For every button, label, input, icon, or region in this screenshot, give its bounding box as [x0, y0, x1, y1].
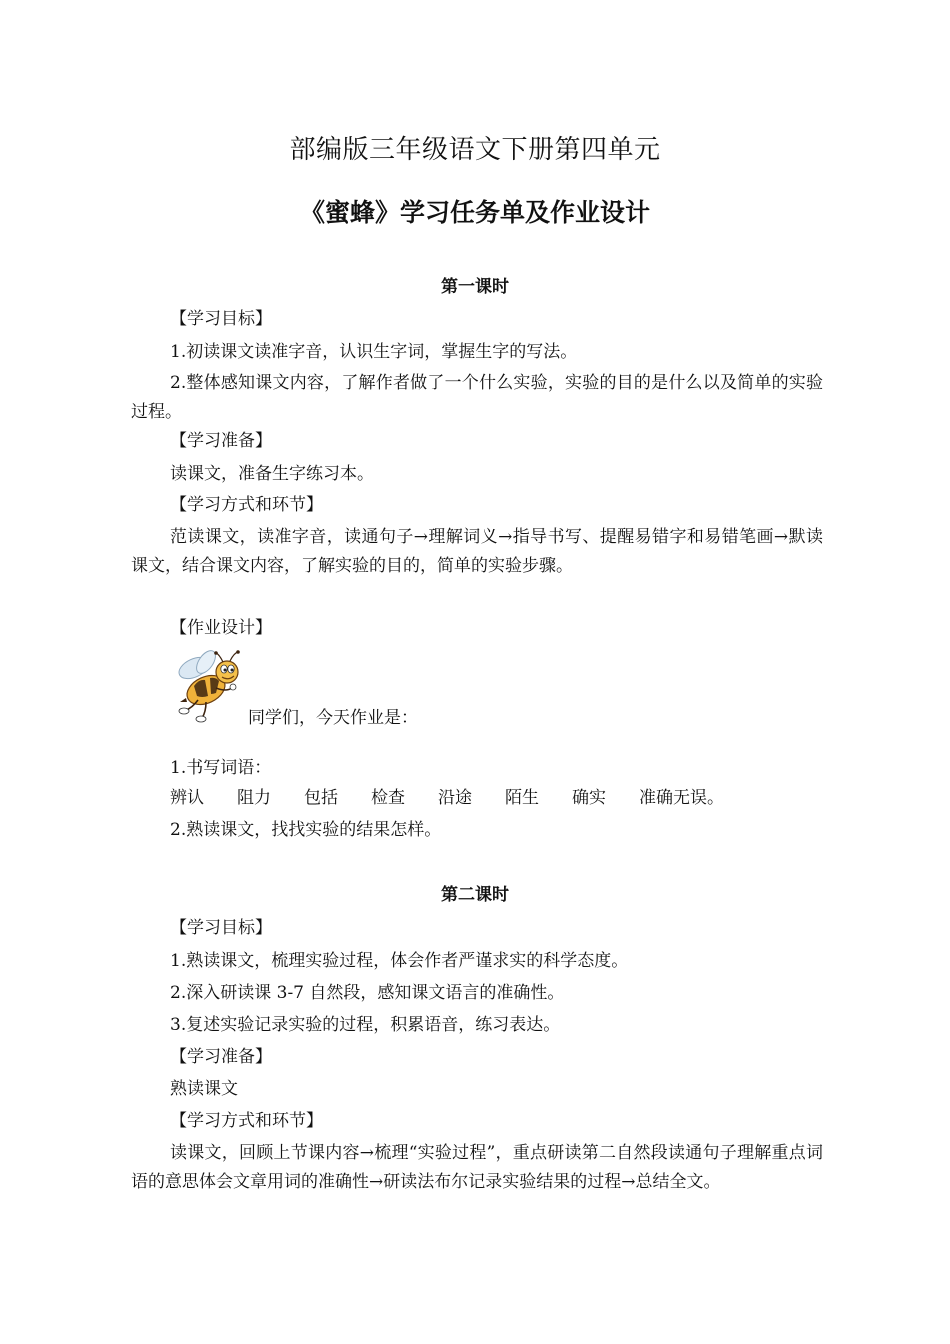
lesson1-goal-2: 2.整体感知课文内容，了解作者做了一个什么实验，实验的目的是什么以及简单的实验过程。: [131, 373, 823, 422]
lesson2-goal-label: 【学习目标】: [170, 918, 272, 938]
homework-task-1: 1.书写词语：: [170, 758, 272, 778]
lesson1-goal-1: 1.初读课文读准字音，认识生字词，掌握生字的写法。: [170, 342, 578, 362]
lesson2-method-label: 【学习方式和环节】: [170, 1111, 323, 1131]
lesson1-method-label: 【学习方式和环节】: [170, 495, 323, 515]
lesson2-goal-2: 2.深入研读课 3-7 自然段，感知课文语言的准确性。: [170, 983, 565, 1003]
lesson1-heading: 第一课时: [441, 277, 509, 297]
word-item: 检查: [371, 788, 405, 808]
lesson2-prep-text: 熟读课文: [170, 1079, 238, 1099]
lesson2-prep-label: 【学习准备】: [170, 1047, 272, 1067]
word-item: 确实: [572, 788, 606, 808]
word-item: 陌生: [505, 788, 539, 808]
word-item: 准确无误。: [639, 788, 724, 808]
word-item: 阻力: [237, 788, 271, 808]
lesson2-goal-1: 1.熟读课文，梳理实验过程，体会作者严谨求实的科学态度。: [170, 951, 629, 971]
lesson1-homework-label: 【作业设计】: [170, 618, 272, 638]
homework-intro: 同学们，今天作业是：: [248, 708, 418, 728]
lesson2-goal-3: 3.复述实验记录实验的过程，积累语音，练习表达。: [170, 1015, 561, 1035]
lesson2-method-text: 读课文，回顾上节课内容→梳理“实验过程”，重点研读第二自然段读通句子理解重点词语的意思体会文章用词的准确性→研读法布尔记录实验结果的过程→总结全文。: [131, 1143, 823, 1192]
document-subtitle: 《蜜蜂》学习任务单及作业设计: [299, 198, 650, 227]
bee-illustration: [172, 650, 250, 724]
word-item: 辨认: [170, 788, 204, 808]
lesson1-method-text: 范读课文，读准字音，读通句子→理解词义→指导书写、提醒易错字和易错笔画→默读课文，结合课文内容，了解实验的目的，简单的实验步骤。: [131, 527, 823, 576]
homework-task-2: 2.熟读课文，找找实验的结果怎样。: [170, 820, 442, 840]
lesson1-prep-text: 读课文，准备生字练习本。: [170, 464, 374, 484]
lesson1-prep-label: 【学习准备】: [170, 431, 272, 451]
document-title: 部编版三年级语文下册第四单元: [289, 135, 661, 165]
lesson2-heading: 第二课时: [441, 885, 509, 905]
word-item: 沿途: [438, 788, 472, 808]
lesson1-goal-label: 【学习目标】: [170, 309, 272, 329]
word-item: 包括: [304, 788, 338, 808]
